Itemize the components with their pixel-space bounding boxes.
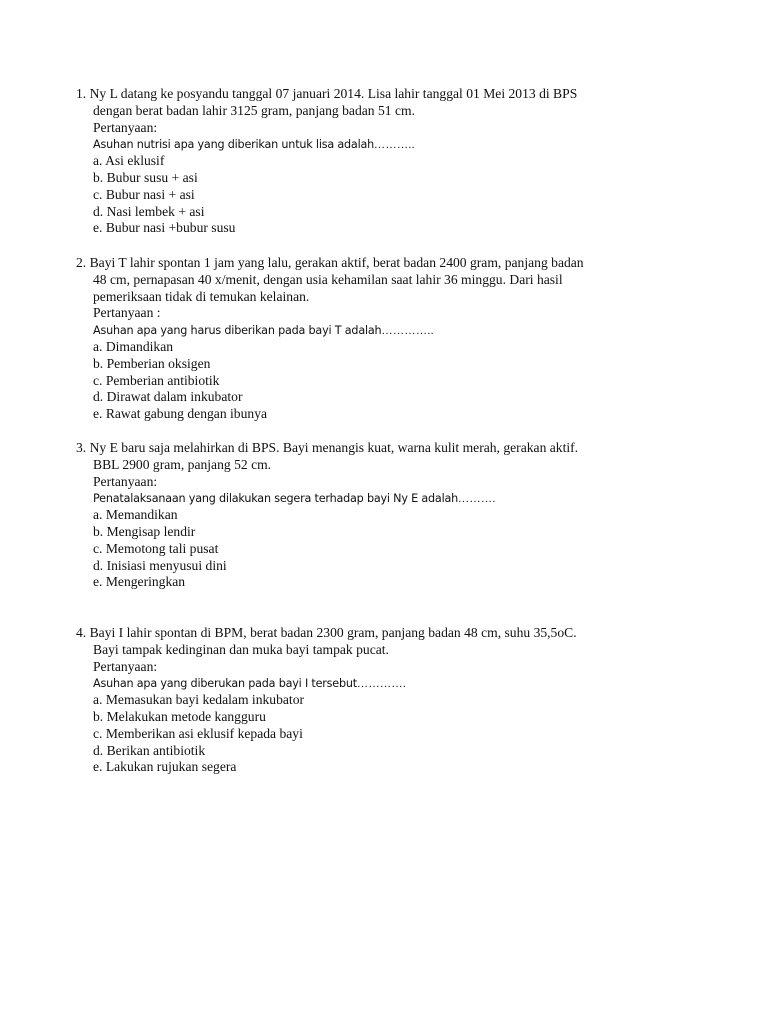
answer-option: b. Pemberian oksigen xyxy=(93,355,211,371)
question-prompt xyxy=(76,322,676,339)
question-text-line: pemeriksaan tidak di temukan kelainan. xyxy=(93,288,310,304)
question-text-line: 48 cm, pernapasan 40 x/menit, dengan usia kehamilan saat lahir 36 minggu. Dari hasil xyxy=(93,271,563,287)
question-text-line: Bayi tampak kedinginan dan muka bayi tampak pucat. xyxy=(93,641,389,657)
question-label: Pertanyaan : xyxy=(93,305,161,321)
answer-option: d. Nasi lembek + asi xyxy=(93,203,205,219)
question-label: Pertanyaan: xyxy=(93,658,158,674)
prompt-text: Penatalaksanaan yang dilakukan segera terhadap bayi Ny E adalah xyxy=(93,492,459,506)
question-prompt xyxy=(76,136,676,153)
prompt-dots: ………. xyxy=(458,493,496,506)
answer-option: e. Rawat gabung dengan ibunya xyxy=(93,406,268,422)
answer-option: a. Dimandikan xyxy=(93,338,174,354)
answer-option: d. Inisiasi menyusui dini xyxy=(93,557,227,573)
answer-option: c. Bubur nasi + asi xyxy=(93,186,195,202)
question-prompt xyxy=(76,675,676,692)
question-text-line: 1. Ny L datang ke posyandu tanggal 07 januari 2014. Lisa lahir tanggal 01 Mei 2013 di BPS xyxy=(76,86,578,101)
answer-option: b. Bubur susu + asi xyxy=(93,169,198,185)
prompt-text: Asuhan nutrisi apa yang diberikan untuk lisa adalah xyxy=(93,138,375,152)
answer-option: a. Memandikan xyxy=(93,507,178,523)
question-4 xyxy=(76,625,676,776)
answer-option: a. Memasukan bayi kedalam inkubator xyxy=(93,692,305,708)
question-3 xyxy=(76,440,676,591)
prompt-text: Asuhan apa yang diberukan pada bayi I tersebut xyxy=(93,677,357,691)
answer-option: c. Pemberian antibiotik xyxy=(93,372,220,388)
question-label: Pertanyaan: xyxy=(93,119,158,135)
answer-option: d. Dirawat dalam inkubator xyxy=(93,389,243,405)
answer-option: b. Mengisap lendir xyxy=(93,523,196,539)
prompt-dots: …………. xyxy=(356,678,407,691)
question-text-line: 2. Bayi T lahir spontan 1 jam yang lalu, gerakan aktif, berat badan 2400 gram, panjang badan xyxy=(76,255,584,270)
question-text-line: dengan berat badan lahir 3125 gram, panjang badan 51 cm. xyxy=(93,102,415,118)
answer-option: c. Memotong tali pusat xyxy=(93,540,219,556)
question-prompt xyxy=(76,490,676,507)
question-label: Pertanyaan: xyxy=(93,473,158,489)
answer-option: e. Bubur nasi +bubur susu xyxy=(93,220,236,236)
question-text-line: BBL 2900 gram, panjang 52 cm. xyxy=(93,456,272,472)
prompt-text: Asuhan apa yang harus diberikan pada bayi T adalah xyxy=(93,324,382,338)
answer-option: c. Memberikan asi eklusif kepada bayi xyxy=(93,725,303,741)
answer-option: e. Mengeringkan xyxy=(93,574,186,590)
question-2 xyxy=(76,255,676,423)
question-1 xyxy=(76,86,676,237)
question-text-line: 4. Bayi I lahir spontan di BPM, berat badan 2300 gram, panjang badan 48 cm, suhu 35,5oC. xyxy=(76,625,577,640)
answer-option: e. Lakukan rujukan segera xyxy=(93,759,237,775)
answer-option: d. Berikan antibiotik xyxy=(93,742,206,758)
prompt-dots: ………….. xyxy=(381,325,434,338)
question-text-line: 3. Ny E baru saja melahirkan di BPS. Bayi menangis kuat, warna kulit merah, gerakan aktif. xyxy=(76,440,579,455)
prompt-dots: ……….. xyxy=(374,139,416,152)
answer-option: a. Asi eklusif xyxy=(93,153,165,169)
answer-option: b. Melakukan metode kangguru xyxy=(93,708,266,724)
